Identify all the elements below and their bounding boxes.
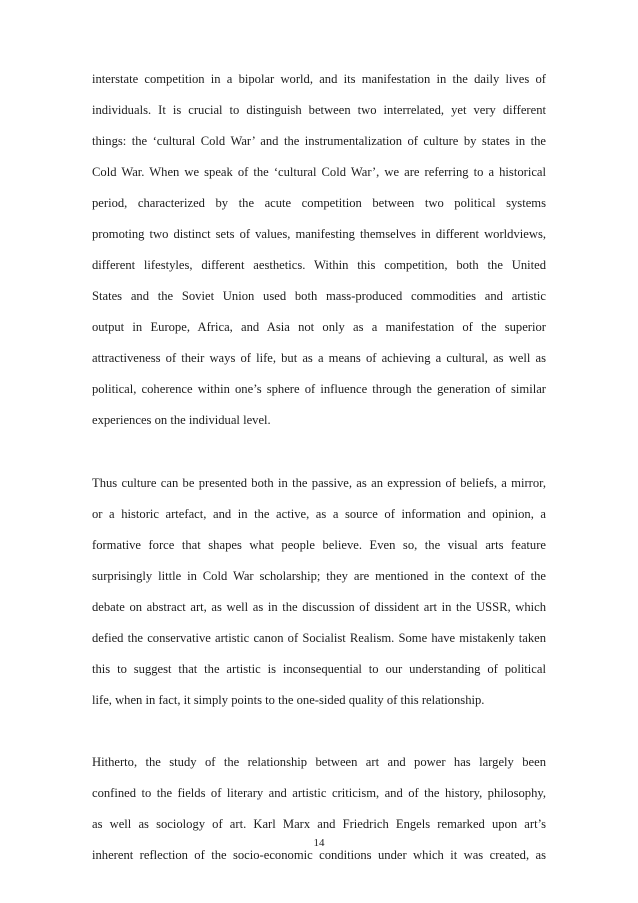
page-number: 14 (313, 837, 325, 849)
text-line: individuals. It is crucial to distinguish between two interrelated, yet very different (92, 103, 546, 117)
text-line: States and the Soviet Union used both mass-produced commodities and artistic (92, 289, 546, 303)
text-line: interstate competition in a bipolar world, and its manifestation in the daily lives of (92, 72, 546, 86)
text-line: life, when in fact, it simply points to the one-sided quality of this relationship. (92, 693, 485, 707)
text-line: as well as sociology of art. Karl Marx and Friedrich Engels remarked upon art’s (92, 817, 546, 831)
text-line: political, coherence within one’s sphere of influence through the generation of similar (92, 382, 546, 396)
text-line: Thus culture can be presented both in the passive, as an expression of beliefs, a mirror, (92, 476, 546, 490)
text-line: Cold War. When we speak of the ‘cultural Cold War’, we are referring to a historical (92, 165, 546, 179)
text-line: period, characterized by the acute competition between two political systems (92, 196, 546, 210)
text-line: formative force that shapes what people believe. Even so, the visual arts feature (92, 538, 546, 552)
text-line: inherent reflection of the socio-economic conditions under which it was created, as (92, 848, 546, 862)
text-line: Hitherto, the study of the relationship between art and power has largely been (92, 755, 546, 769)
text-line: promoting two distinct sets of values, manifesting themselves in different worldviews, (92, 227, 546, 241)
text-line: different lifestyles, different aesthetics. Within this competition, both the United (92, 258, 546, 272)
text-line: output in Europe, Africa, and Asia not only as a manifestation of the superior (92, 320, 546, 334)
text-line: attractiveness of their ways of life, but as a means of achieving a cultural, as well as (92, 351, 546, 365)
text-line: confined to the fields of literary and artistic criticism, and of the history, philosophy, (92, 786, 546, 800)
text-line: experiences on the individual level. (92, 413, 271, 427)
text-line: or a historic artefact, and in the active, as a source of information and opinion, a (92, 507, 546, 521)
text-line: things: the ‘cultural Cold War’ and the instrumentalization of culture by states in the (92, 134, 546, 148)
text-line: surprisingly little in Cold War scholarship; they are mentioned in the context of the (92, 569, 546, 583)
text-line: debate on abstract art, as well as in the discussion of dissident art in the USSR, which (92, 600, 546, 614)
text-line: defied the conservative artistic canon of Socialist Realism. Some have mistakenly taken (92, 631, 546, 645)
text-line: this to suggest that the artistic is inconsequential to our understanding of political (92, 662, 546, 676)
